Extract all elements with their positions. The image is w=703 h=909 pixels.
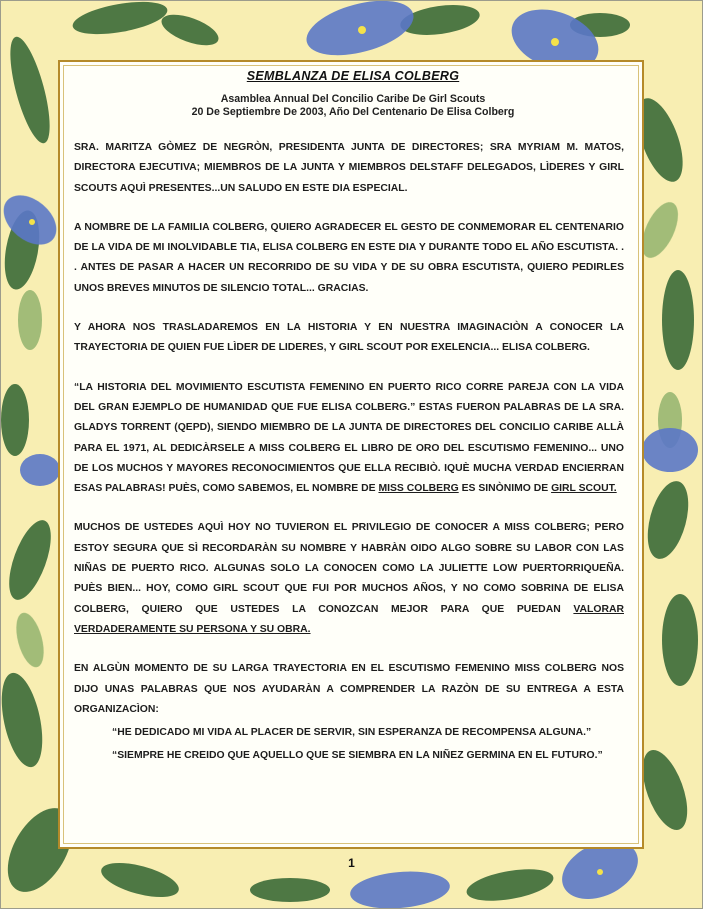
subtitle-line-2: 20 De Septiembre De 2003, Año Del Centenario De Elisa Colberg	[191, 106, 515, 118]
document-body	[74, 138, 624, 770]
paragraph-remembrance: MUCHOS DE USTEDES AQUÌ HOY NO TUVIERON EL PRIVILEGIO DE CONOCER A MISS COLBERG; PERO ESTOY SEGURA QUE SÌ RECORDARÀN SU NOMBRE Y HABRÀN OIDO ALGO SOBRE SU LABOR CON LAS NIÑAS DE PUERTO RICO. ALGUNAS SOLO LA CONOCEN COMO LA JULIETTE LOW PUERTORRIQUEÑA. PUÈS BIEN... HOY, COMO GIRL SCOUT QUE FUI POR MUCHOS AÑOS, Y NO COMO SOBRINA DE ELISA COLBERG, QUIERO QUE USTEDES LA CONOZCAN MEJOR PARA QUE PUEDAN VALORAR VERDADERAMENTE SU PERSONA Y SU OBRA.	[74, 522, 624, 635]
quote-2: “SIEMPRE HE CREIDO QUE AQUELLO QUE SE SIEMBRA EN LA NIÑEZ GERMINA EN EL FUTURO.”	[112, 750, 603, 762]
underlined-girl-scout: GIRL SCOUT.	[551, 483, 617, 495]
page-number: 1	[348, 856, 355, 870]
underlined-valorar: VALORAR VERDADERAMENTE SU PERSONA Y SU OBRA.	[74, 603, 624, 635]
paragraph-transition: Y AHORA NOS TRASLADAREMOS EN LA HISTORIA Y EN NUESTRA IMAGINACIÒN A CONOCER LA TRAYECTORIA DE QUIEN FUE LÌDER DE LIDERES, Y GIRL SCOUT POR EXELENCIA... ELISA COLBERG.	[74, 322, 624, 354]
paragraph-history: “LA HISTORIA DEL MOVIMIENTO ESCUTISTA FEMENINO EN PUERTO RICO CORRE PAREJA CON LA VIDA DEL GRAN EJEMPLO DE HUMANIDAD QUE FUE ELISA COLBERG.” ESTAS FUERON PALABRAS DE LA SRA. GLADYS TORRENT (QEPD), SIENDO MIEMBRO DE LA JUNTA DE DIRECTORES DEL CONCILIO CARIBE ALLÀ PARA EL 1971, AL DEDICÀRSELE A MISS COLBERG EL LIBRO DE ORO DEL ESCUTISMO FEMENINO... UNO DE LOS MUCHOS Y MAYORES RECONOCIMIENTOS QUE ELLA RECIBIÒ. IQUÈ MUCHA VERDAD ENCIERRAN ESAS PALABRAS! PUÈS, COMO SABEMOS, EL NOMBRE DE MISS COLBERG ES SINÒNIMO DE GIRL SCOUT.	[74, 381, 624, 495]
paragraph-gratitude: A NOMBRE DE LA FAMILIA COLBERG, QUIERO AGRADECER EL GESTO DE CONMEMORAR EL CENTENARIO DE LA VIDA DE MI INOLVIDABLE TIA, ELISA COLBERG EN ESTE DIA Y DURANTE TODO EL AÑO ESCUTISTA. . . ANTES DE PASAR A HACER UN RECORRIDO DE SU VIDA Y DE SU OBRA ESCUTISTA, QUIERO PEDIRLES UNOS BREVES MINUTOS DE SILENCIO TOTAL... GRACIAS.	[74, 221, 624, 294]
quote-1: “HE DEDICADO MI VIDA AL PLACER DE SERVIR, SIN ESPERANZA DE RECOMPENSA ALGUNA.”	[112, 727, 592, 739]
document-panel	[58, 60, 644, 849]
subtitle-line-1: Asamblea Annual Del Concilio Caribe De Girl Scouts	[220, 93, 486, 105]
paragraph-greeting: SRA. MARITZA GÒMEZ DE NEGRÒN, PRESIDENTA JUNTA DE DIRECTORES; SRA MYRIAM M. MATOS, DIRECTORA EJECUTIVA; MIEMBROS DE LA JUNTA Y MIEMBROS DELSTAFF DELEGADOS, LÌDERES Y GIRL SCOUTS AQUÌ PRESENTES...UN SALUDO EN ESTE DIA ESPECIAL.	[74, 142, 624, 194]
underlined-miss-colberg: MISS COLBERG	[378, 483, 459, 495]
paragraph-intro-quotes: EN ALGÙN MOMENTO DE SU LARGA TRAYECTORIA EN EL ESCUTISMO FEMENINO MISS COLBERG NOS DIJO UNAS PALABRAS QUE NOS AYUDARÀN A COMPRENDER LA RAZÒN DE SU ENTREGA A ESTA ORGANIZACÌON:	[74, 663, 624, 715]
document-title: SEMBLANZA DE ELISA COLBERG	[246, 69, 460, 83]
